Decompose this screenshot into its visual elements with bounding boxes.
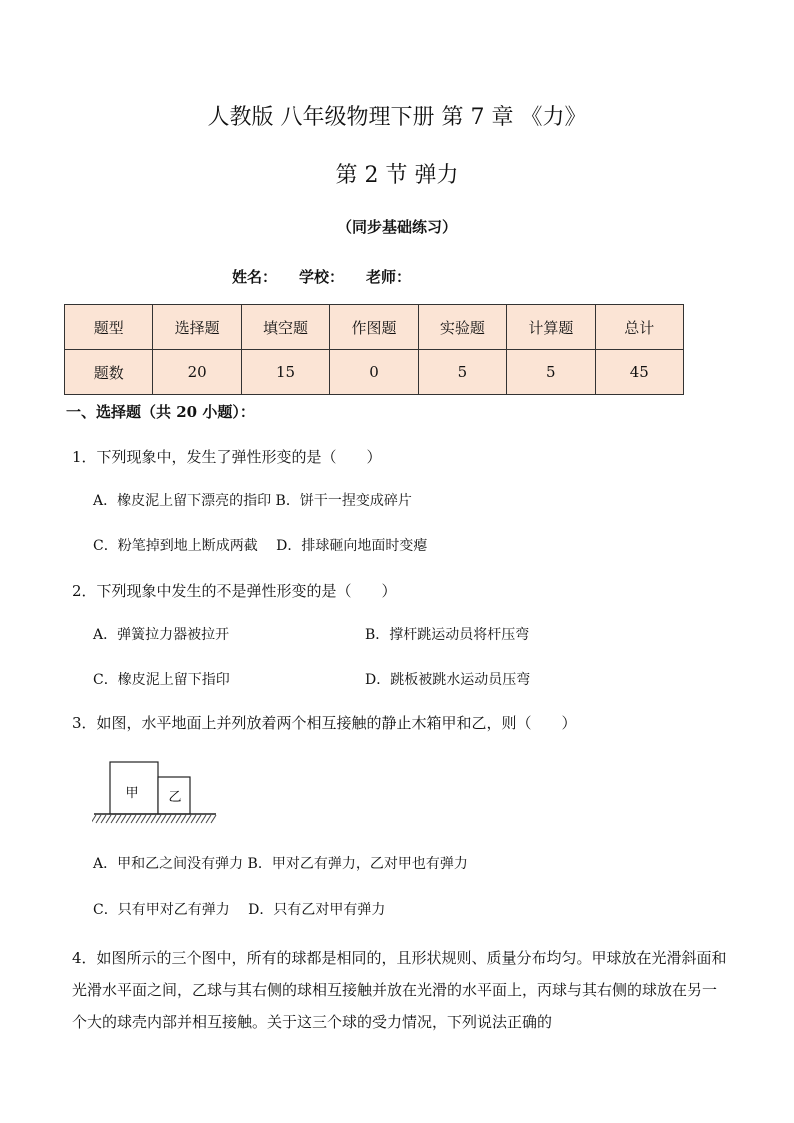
box-yi-label: 乙 <box>168 790 182 805</box>
question-2-option-c: C．橡皮泥上留下指印 <box>93 672 230 688</box>
multiple-choice-heading: 一、选择题（共 20 小题）： <box>66 403 255 421</box>
table-cell: 5 <box>507 350 595 395</box>
school-label: 学校： <box>299 268 345 286</box>
table-cell: 填空题 <box>241 305 329 350</box>
table-cell: 45 <box>595 350 683 395</box>
table-cell: 作图题 <box>330 305 418 350</box>
ground-hatching <box>92 815 216 823</box>
question-3-stem: 3．如图，水平地面上并列放着两个相互接触的静止木箱甲和乙，则（ ） <box>72 714 577 732</box>
table-cell: 5 <box>418 350 506 395</box>
table-cell: 总计 <box>595 305 683 350</box>
question-1-stem: 1．下列现象中，发生了弹性形变的是（ ） <box>72 448 382 466</box>
question-2-stem: 2．下列现象中发生的不是弹性形变的是（ ） <box>72 582 397 600</box>
question-1-options-cd: C．粉笔掉到地上断成两截 D．排球砸向地面时变瘪 <box>93 538 428 554</box>
question-3-options-ab: A．甲和乙之间没有弹力 B．甲对乙有弹力，乙对甲也有弹力 <box>93 856 468 872</box>
table-cell: 选择题 <box>153 305 241 350</box>
table-cell: 题数 <box>65 350 153 395</box>
document-title: 人教版 八年级物理下册 第 7 章 《力》 <box>207 105 587 130</box>
name-label: 姓名： <box>232 268 278 286</box>
table-row <box>65 350 684 395</box>
table-cell: 15 <box>241 350 329 395</box>
question-summary-table <box>64 304 684 395</box>
table-header-row <box>65 305 684 350</box>
two-boxes-figure <box>92 760 218 828</box>
table-cell: 计算题 <box>507 305 595 350</box>
section-title: 第 2 节 弹力 <box>335 163 459 188</box>
table-cell: 0 <box>330 350 418 395</box>
question-1-options-ab: A．橡皮泥上留下漂亮的指印 B．饼干一捏变成碎片 <box>93 493 412 509</box>
question-2-option-b: B．撑杆跳运动员将杆压弯 <box>365 627 530 643</box>
table-cell: 20 <box>153 350 241 395</box>
table-cell: 题型 <box>65 305 153 350</box>
box-jia-label: 甲 <box>125 786 139 801</box>
question-3-options-cd: C．只有甲对乙有弹力 D．只有乙对甲有弹力 <box>93 902 386 918</box>
question-4-stem: 4．如图所示的三个图中，所有的球都是相同的，且形状规则、质量分布均匀。甲球放在光滑斜面和光滑水平面之间，乙球与其右侧的球相互接触并放在光滑的水平面上，丙球与其右侧的球放在另一个大的球壳内部并相互接触。关于这三个球的受力情况，下列说法正确的 <box>72 949 727 1031</box>
question-2-option-a: A．弹簧拉力器被拉开 <box>93 627 230 643</box>
student-info-line <box>232 266 433 287</box>
subtitle: （同步基础练习） <box>336 218 457 236</box>
teacher-label: 老师： <box>366 268 412 286</box>
question-2-option-d: D．跳板被跳水运动员压弯 <box>365 672 531 688</box>
table-cell: 实验题 <box>418 305 506 350</box>
